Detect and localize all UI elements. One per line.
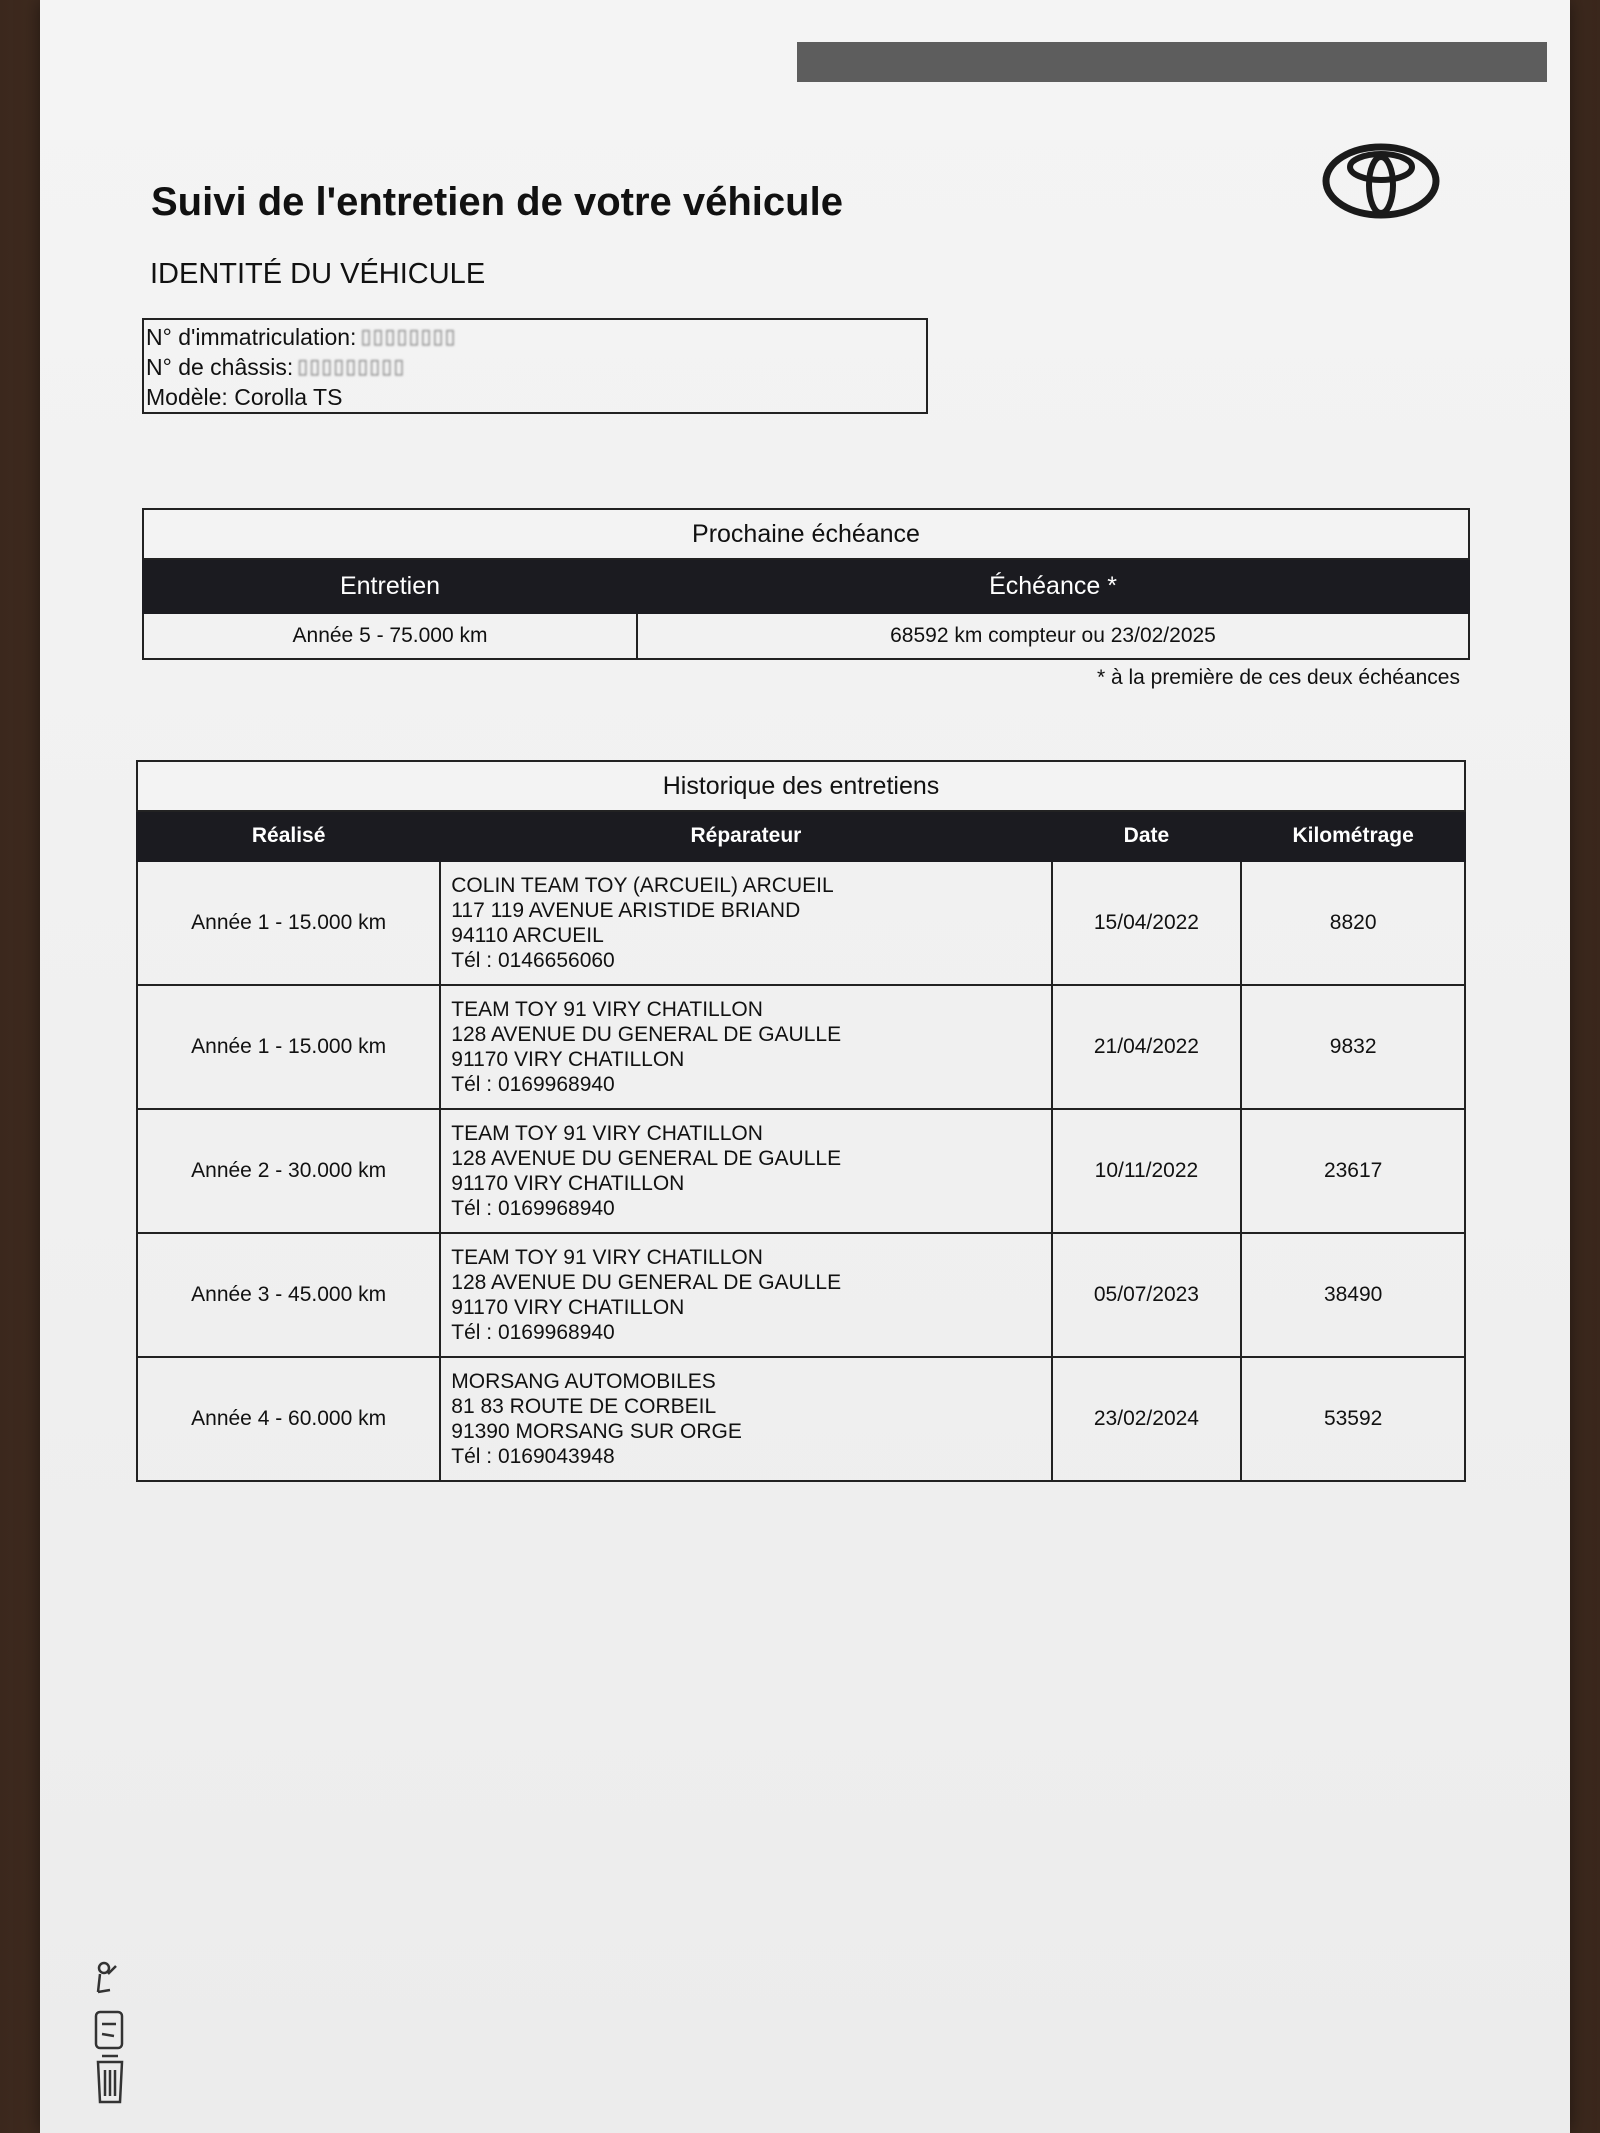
immatriculation-label: N° d'immatriculation:	[146, 324, 357, 350]
history-header-km: Kilométrage	[1241, 811, 1465, 861]
reparateur-city: 91170 VIRY CHATILLON	[451, 1296, 685, 1319]
immatriculation-value-redacted: ▯▯▯▯▯▯▯▯	[360, 326, 457, 348]
chassis-value-redacted: ▯▯▯▯▯▯▯▯▯	[297, 356, 406, 378]
reparateur-phone: Tél : 0169968940	[451, 1073, 615, 1096]
history-date: 15/04/2022	[1052, 861, 1242, 985]
table-row	[137, 1357, 1465, 1481]
history-km: 23617	[1241, 1109, 1465, 1233]
history-realise: Année 1 - 15.000 km	[137, 861, 440, 985]
reparateur-phone: Tél : 0169968940	[451, 1197, 615, 1220]
reparateur-street: 128 AVENUE DU GENERAL DE GAULLE	[451, 1271, 842, 1294]
history-reparateur	[440, 1357, 1051, 1481]
recycling-icon	[90, 1952, 130, 2112]
header-bar	[797, 42, 1547, 82]
history-table	[136, 760, 1466, 1482]
history-realise: Année 3 - 45.000 km	[137, 1233, 440, 1357]
history-reparateur	[440, 1233, 1051, 1357]
history-km: 53592	[1241, 1357, 1465, 1481]
history-date: 21/04/2022	[1052, 985, 1242, 1109]
history-header-date: Date	[1052, 811, 1242, 861]
history-realise: Année 1 - 15.000 km	[137, 985, 440, 1109]
history-km: 38490	[1241, 1233, 1465, 1357]
reparateur-city: 94110 ARCUEIL	[451, 924, 604, 947]
toyota-logo-icon	[1322, 143, 1440, 219]
next-due-entretien: Année 5 - 75.000 km	[143, 613, 637, 659]
history-realise: Année 4 - 60.000 km	[137, 1357, 440, 1481]
history-km: 8820	[1241, 861, 1465, 985]
next-due-echeance: 68592 km compteur ou 23/02/2025	[637, 613, 1469, 659]
next-due-footnote: * à la première de ces deux échéances	[1096, 666, 1460, 689]
model-value: Corolla TS	[234, 384, 343, 410]
table-row	[137, 1233, 1465, 1357]
reparateur-street: 128 AVENUE DU GENERAL DE GAULLE	[451, 1023, 842, 1046]
reparateur-street: 128 AVENUE DU GENERAL DE GAULLE	[451, 1147, 842, 1170]
next-due-header-entretien: Entretien	[143, 559, 637, 613]
reparateur-name: TEAM TOY 91 VIRY CHATILLON	[451, 1246, 763, 1269]
history-date: 10/11/2022	[1052, 1109, 1242, 1233]
history-reparateur	[440, 1109, 1051, 1233]
reparateur-street: 81 83 ROUTE DE CORBEIL	[451, 1395, 717, 1418]
chassis-label: N° de châssis:	[146, 354, 294, 380]
reparateur-street: 117 119 AVENUE ARISTIDE BRIAND	[451, 899, 801, 922]
reparateur-city: 91170 VIRY CHATILLON	[451, 1172, 685, 1195]
reparateur-city: 91170 VIRY CHATILLON	[451, 1048, 685, 1071]
reparateur-phone: Tél : 0169968940	[451, 1321, 615, 1344]
table-row	[137, 861, 1465, 985]
next-due-table	[142, 508, 1470, 660]
section-title: IDENTITÉ DU VÉHICULE	[150, 258, 486, 290]
vehicle-identity-box	[142, 318, 928, 414]
history-date: 05/07/2023	[1052, 1233, 1242, 1357]
reparateur-city: 91390 MORSANG SUR ORGE	[451, 1420, 742, 1443]
history-date: 23/02/2024	[1052, 1357, 1242, 1481]
history-header-reparateur: Réparateur	[440, 811, 1051, 861]
next-due-header-echeance: Échéance *	[637, 559, 1469, 613]
reparateur-name: COLIN TEAM TOY (ARCUEIL) ARCUEIL	[451, 874, 834, 897]
history-header-realise: Réalisé	[137, 811, 440, 861]
page-title: Suivi de l'entretien de votre véhicule	[151, 180, 843, 224]
reparateur-name: MORSANG AUTOMOBILES	[451, 1370, 716, 1393]
chassis-line	[146, 352, 924, 382]
history-reparateur	[440, 861, 1051, 985]
model-line	[146, 382, 924, 412]
model-label: Modèle:	[146, 384, 228, 410]
history-realise: Année 2 - 30.000 km	[137, 1109, 440, 1233]
table-row	[137, 1109, 1465, 1233]
history-caption: Historique des entretiens	[137, 761, 1465, 811]
reparateur-phone: Tél : 0169043948	[451, 1445, 615, 1468]
history-reparateur	[440, 985, 1051, 1109]
table-row	[137, 985, 1465, 1109]
history-km: 9832	[1241, 985, 1465, 1109]
immatriculation-line	[146, 322, 924, 352]
reparateur-name: TEAM TOY 91 VIRY CHATILLON	[451, 998, 763, 1021]
next-due-caption: Prochaine échéance	[143, 509, 1469, 559]
document-page	[40, 0, 1570, 2133]
reparateur-phone: Tél : 0146656060	[451, 949, 615, 972]
reparateur-name: TEAM TOY 91 VIRY CHATILLON	[451, 1122, 763, 1145]
